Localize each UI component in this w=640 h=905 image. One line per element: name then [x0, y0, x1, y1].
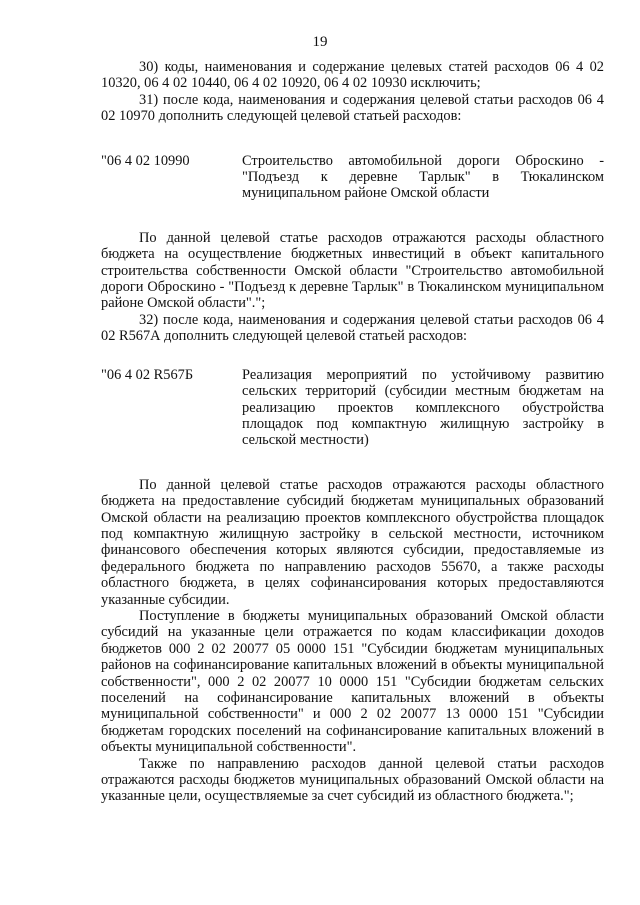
- revenue-receipt-paragraph: Поступление в бюджеты муниципальных образований Омской области субсидий на указанные цели отражается по кодам классификации доходов бюджетов 000 2 02 20077 05 0000 151 "Субсидии бюджетам муниципальных районов на софинансирование капитальных вложений в объекты муниципальной собственности", 000 2 02 20077 10 0000 151 "Субсидии бюджетам сельских поселений на софинансирование капитальных вложений в объекты муниципальной собственности" и 000 2 02 20077 13 0000 151 "Субсидии бюджетам городских поселений на софинансирование капитальных вложений в объекты муниципальной собственности".: [101, 607, 604, 756]
- target-article-description: Строительство автомобильной дороги Оброскино - "Подъезд к деревне Тарлык" в Тюкалинском муниципальном районе Омской области: [242, 152, 604, 202]
- document-body: [101, 59, 604, 805]
- target-article-entry: [101, 367, 604, 449]
- explanation-paragraph: По данной целевой статье расходов отражаются расходы областного бюджета на предоставление субсидий бюджетам муниципальных образований Омской области на реализацию проектов комплексного обустройства площадок под компактную жилищную застройку в сельской местности, источником финансового обеспечения которых являются субсидии, предоставляемые из федерального бюджета по направлению расходов 55670, а также расходы областного бюджета, в целях софинансирования которых предоставляются указанные субсидии.: [101, 476, 604, 608]
- item-31-paragraph: 31) после кода, наименования и содержания целевой статьи расходов 06 4 02 10970 дополнить следующей целевой статьей расходов:: [101, 91, 604, 125]
- explanation-paragraph: По данной целевой статье расходов отражаются расходы областного бюджета на осуществление бюджетных инвестиций в объект капитального строительства собственности Омской области "Строительство автомобильной дороги Оброскино - "Подъезд к деревне Тарлык" в Тюкалинском муниципальном районе Омской области".";: [101, 229, 604, 312]
- item-32-paragraph: 32) после кода, наименования и содержания целевой статьи расходов 06 4 02 R567А дополнить следующей целевой статьей расходов:: [101, 311, 604, 345]
- target-article-code: "06 4 02 R567Б: [101, 366, 194, 383]
- target-article-entry: [101, 153, 604, 202]
- item-30-paragraph: 30) коды, наименования и содержание целевых статей расходов 06 4 02 10320, 06 4 02 10440, 06 4 02 10920, 06 4 02 10930 исключить;: [101, 59, 604, 92]
- target-article-description: Реализация мероприятий по устойчивому развитию сельских территорий (субсидии местным бюджетам на реализацию проектов комплексного обустройства площадок под компактную жилищную застройку в сельской местности): [242, 366, 604, 449]
- target-article-code: "06 4 02 10990: [101, 152, 190, 169]
- page-number: 19: [312, 34, 328, 50]
- municipal-expenses-paragraph: Также по направлению расходов данной целевой статьи расходов отражаются расходы бюджетов муниципальных образований Омской области на указанные цели, осуществляемые за счет субсидий из областного бюджета.";: [101, 755, 604, 805]
